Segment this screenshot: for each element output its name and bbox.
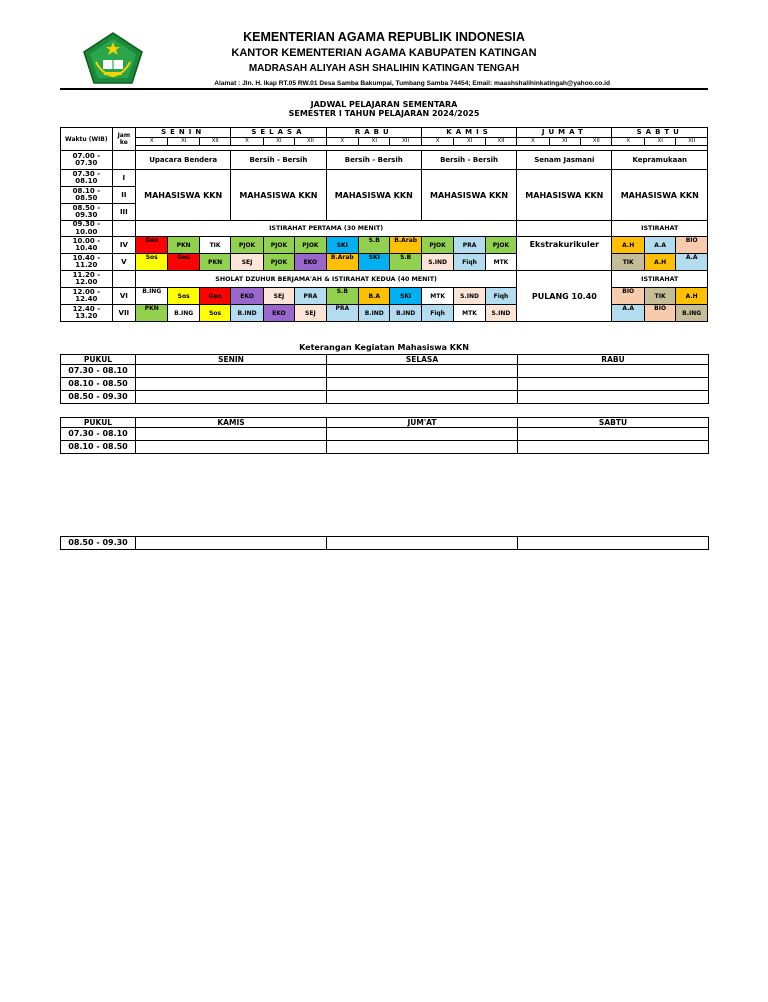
time-cell: 07.30 - 08.10 (61, 170, 113, 187)
subject-cell: B.ING (676, 305, 708, 322)
subject-cell: B.Arab (390, 237, 421, 254)
jam-cell (112, 151, 135, 170)
ket-time: 08.50 - 09.30 (61, 391, 136, 404)
subject-cell: PJOK (263, 237, 294, 254)
class-header: XII (581, 138, 612, 146)
pulang-cell: PULANG 10.40 (517, 271, 612, 322)
class-header: XII (485, 138, 516, 146)
ket-day-header: SABTU (518, 418, 709, 428)
break-cell: SHOLAT DZUHUR BERJAMA'AH & ISTIRAHAT KEDUA (40 MENIT) (136, 271, 517, 288)
ket-cell (136, 441, 327, 454)
subject-cell: A.H (676, 288, 708, 305)
break-cell: ISTIRAHAT (612, 271, 708, 288)
subject-cell: PRA (454, 237, 485, 254)
subject-cell: Sos (136, 254, 168, 271)
letterhead-line-3: MADRASAH ALIYAH ASH SHALIHIN KATINGAN TENGAH (248, 63, 520, 74)
class-header: XI (549, 138, 580, 146)
subject-cell: A.H (644, 254, 675, 271)
day-header: SABTU (612, 128, 708, 138)
pukul-header: PUKUL (61, 418, 136, 428)
subject-cell: Fiqh (485, 288, 516, 305)
ket-time: 08.50 - 09.30 (61, 537, 136, 550)
letterhead-line-2: KANTOR KEMENTERIAN AGAMA KABUPATEN KATINGAN (231, 47, 537, 59)
header-divider (60, 88, 708, 90)
class-header: XI (644, 138, 675, 146)
class-header: XI (263, 138, 294, 146)
subject-cell: B.Arab (326, 254, 358, 271)
activity-cell: Bersih - Bersih (231, 151, 326, 170)
activity-cell: Bersih - Bersih (326, 151, 421, 170)
ekstra-cell: Ekstrakurikuler (517, 237, 612, 271)
class-header: XII (199, 138, 230, 146)
ket-table-1 (60, 354, 709, 404)
ket-cell (518, 391, 709, 404)
pukul-header: PUKUL (61, 355, 136, 365)
subject-cell: S.B (390, 254, 421, 271)
subject-cell: B.IND (231, 305, 263, 322)
subject-cell: Sos (199, 305, 230, 322)
class-header: X (517, 138, 549, 146)
schedule-subtitle: SEMESTER I TAHUN PELAJARAN 2024/2025 (288, 109, 480, 118)
subject-cell: PKN (136, 305, 168, 322)
ket-time: 07.30 - 08.10 (61, 428, 136, 441)
class-header: X (231, 138, 263, 146)
kkn-cell: MAHASISWA KKN (421, 170, 516, 221)
waktu-header: Waktu (WIB) (61, 128, 113, 151)
ket-day-header: KAMIS (136, 418, 327, 428)
jam-cell: VI (112, 288, 135, 305)
subject-cell: EKO (295, 254, 326, 271)
subject-cell: A.A (612, 305, 644, 322)
ket-title: Keterangan Kegiatan Mahasiswa KKN (299, 343, 469, 352)
class-header: XII (295, 138, 326, 146)
subject-cell: S.IND (421, 254, 453, 271)
day-header: KAMIS (421, 128, 516, 138)
schedule-title: JADWAL PELAJARAN SEMENTARA (310, 100, 458, 109)
jam-cell: V (112, 254, 135, 271)
activity-cell: Kepramukaan (612, 151, 708, 170)
class-header: XI (359, 138, 390, 146)
kkn-cell: MAHASISWA KKN (612, 170, 708, 221)
subject-cell: SKI (326, 237, 358, 254)
ket-cell (136, 537, 327, 550)
time-cell: 08.50 - 09.30 (61, 204, 113, 221)
class-header: X (326, 138, 358, 146)
ket-cell (327, 428, 518, 441)
subject-cell: SEJ (263, 288, 294, 305)
subject-cell: Geo (199, 288, 230, 305)
subject-cell: PKN (199, 254, 230, 271)
subject-cell: Fiqh (454, 254, 485, 271)
class-header: XI (454, 138, 485, 146)
subject-cell: BIO (612, 288, 644, 305)
ket-cell (518, 537, 709, 550)
subject-cell: PJOK (295, 237, 326, 254)
activity-cell: Senam Jasmani (517, 151, 612, 170)
subject-cell: Fiqh (421, 305, 453, 322)
class-header: XI (168, 138, 199, 146)
ket-cell (518, 428, 709, 441)
subject-cell: A.A (676, 254, 708, 271)
subject-cell: SEJ (295, 305, 326, 322)
class-header: XII (676, 138, 708, 146)
day-header: RABU (326, 128, 421, 138)
ket-cell (327, 537, 518, 550)
subject-cell: Geo (168, 254, 199, 271)
kkn-cell: MAHASISWA KKN (326, 170, 421, 221)
subject-cell: PRA (326, 305, 358, 322)
ket-cell (518, 378, 709, 391)
kkn-cell: MAHASISWA KKN (231, 170, 326, 221)
letterhead-address: Alamat : Jln. H. Ikap RT.05 RW.01 Desa Samba Bakumpai, Tumbang Samba 74454; Email: maashshalihinkatingah@yahoo.co.id (214, 80, 610, 87)
subject-cell: MTK (485, 254, 516, 271)
activity-cell: Bersih - Bersih (421, 151, 516, 170)
ket-time: 07.30 - 08.10 (61, 365, 136, 378)
ket-table-3 (60, 536, 709, 550)
ket-day-header: RABU (518, 355, 709, 365)
class-header: X (136, 138, 168, 146)
ket-cell (136, 365, 327, 378)
ket-cell (136, 428, 327, 441)
ket-day-header: JUM'AT (327, 418, 518, 428)
class-header: X (612, 138, 644, 146)
kkn-cell: MAHASISWA KKN (136, 170, 231, 221)
schedule-table (60, 127, 708, 322)
time-cell: 12.00 - 12.40 (61, 288, 113, 305)
subject-cell: BIO (676, 237, 708, 254)
subject-cell: B.IND (390, 305, 421, 322)
ket-day-header: SENIN (136, 355, 327, 365)
day-header: JUMAT (517, 128, 612, 138)
jam-header: Jam ke (112, 128, 135, 151)
jam-cell: VII (112, 305, 135, 322)
subject-cell: S.B (359, 237, 390, 254)
time-cell: 07.00 - 07.30 (61, 151, 113, 170)
subject-cell: PJOK (263, 254, 294, 271)
subject-cell: B.ING (168, 305, 199, 322)
ket-time: 08.10 - 08.50 (61, 378, 136, 391)
ket-cell (327, 441, 518, 454)
ket-table-2 (60, 417, 709, 454)
jam-cell: I (112, 170, 135, 187)
subject-cell: SKI (390, 288, 421, 305)
subject-cell: PRA (295, 288, 326, 305)
class-header: XII (390, 138, 421, 146)
subject-cell: A.H (612, 237, 644, 254)
subject-cell: MTK (421, 288, 453, 305)
subject-cell: PJOK (485, 237, 516, 254)
jam-cell (112, 271, 135, 288)
subject-cell: TIK (644, 288, 675, 305)
subject-cell: TIK (199, 237, 230, 254)
ket-cell (518, 365, 709, 378)
subject-cell: BIO (644, 305, 675, 322)
ket-cell (136, 391, 327, 404)
subject-cell: B.IND (359, 305, 390, 322)
subject-cell: MTK (454, 305, 485, 322)
subject-cell: B.ING (136, 288, 168, 305)
subject-cell: S.B (326, 288, 358, 305)
time-cell: 10.00 - 10.40 (61, 237, 113, 254)
subject-cell: SKI (359, 254, 390, 271)
subject-cell: SEJ (231, 254, 263, 271)
ket-cell (327, 378, 518, 391)
jam-cell: IV (112, 237, 135, 254)
subject-cell: PJOK (231, 237, 263, 254)
subject-cell: Sos (168, 288, 199, 305)
class-header: X (421, 138, 453, 146)
ket-time: 08.10 - 08.50 (61, 441, 136, 454)
ket-day-header: SELASA (327, 355, 518, 365)
kkn-cell: MAHASISWA KKN (517, 170, 612, 221)
subject-cell: EKO (231, 288, 263, 305)
subject-cell: EKO (263, 305, 294, 322)
letterhead (150, 30, 618, 88)
break-cell: ISTIRAHAT (612, 221, 708, 237)
subject-cell: PJOK (421, 237, 453, 254)
ket-cell (327, 365, 518, 378)
ket-cell (327, 391, 518, 404)
time-cell: 11.20 - 12.00 (61, 271, 113, 288)
subject-cell: PKN (168, 237, 199, 254)
subject-cell: A.A (644, 237, 675, 254)
jam-cell: III (112, 204, 135, 221)
break-cell: ISTIRAHAT PERTAMA (30 MENIT) (136, 221, 517, 237)
blank-cell (517, 221, 612, 237)
time-cell: 08.10 - 08.50 (61, 187, 113, 204)
jam-cell: II (112, 187, 135, 204)
day-header: SENIN (136, 128, 231, 138)
subject-cell: S.IND (485, 305, 516, 322)
day-header: SELASA (231, 128, 326, 138)
subject-cell: B.A (359, 288, 390, 305)
kemenag-logo-icon (82, 32, 144, 84)
activity-cell: Upacara Bendera (136, 151, 231, 170)
subject-cell: Geo (136, 237, 168, 254)
ket-cell (136, 378, 327, 391)
jam-cell (112, 221, 135, 237)
time-cell: 09.30 - 10.00 (61, 221, 113, 237)
letterhead-line-1: KEMENTERIAN AGAMA REPUBLIK INDONESIA (243, 30, 525, 44)
ket-cell (518, 441, 709, 454)
time-cell: 12.40 - 13.20 (61, 305, 113, 322)
subject-cell: TIK (612, 254, 644, 271)
subject-cell: S.IND (454, 288, 485, 305)
time-cell: 10.40 - 11.20 (61, 254, 113, 271)
